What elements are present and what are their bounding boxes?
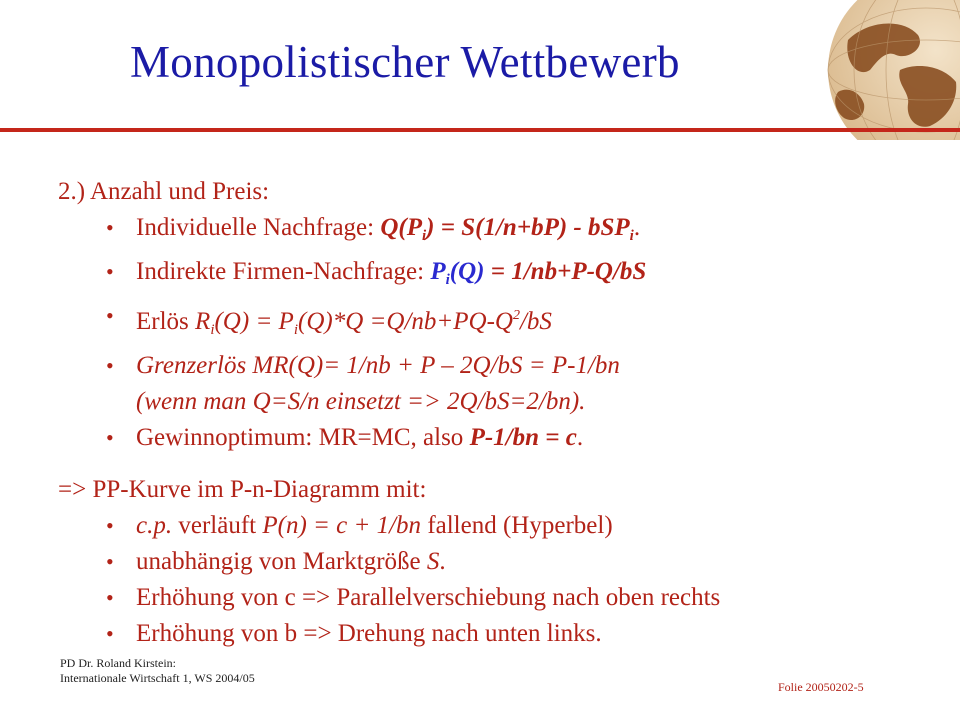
bullet-item: • unabhängig von Marktgröße S. bbox=[58, 544, 720, 580]
item-text: Erlös bbox=[136, 308, 196, 335]
bullet-item bbox=[58, 616, 720, 652]
bullet-item bbox=[58, 298, 720, 348]
item-text: Grenzerlös MR(Q)= 1/nb + P – 2Q/bS = P-1/bn bbox=[136, 352, 620, 379]
bullet-icon: • bbox=[106, 549, 114, 574]
item-text: Erhöhung von c => Parallelverschiebung nach oben rechts bbox=[136, 584, 721, 611]
bullet-item: • Individuelle Nachfrage: $Q(P_i) = S(1/n+bP) - bSP_i$. bbox=[58, 210, 720, 254]
item-text: unabhängig von Marktgröße bbox=[136, 548, 427, 575]
page-title: Monopolistischer Wettbewerb bbox=[130, 37, 680, 87]
item-text: Gewinnoptimum: MR=MC, also bbox=[136, 424, 470, 451]
course-name: Internationale Wirtschaft 1, WS 2004/05 bbox=[60, 671, 255, 685]
formula: $Q(P_i) = S(1/n+bP) - bSP_i$ bbox=[380, 214, 634, 244]
bullet-item: • c.p. verläuft P(n) = c + 1/bn fallend (Hyperbel) bbox=[58, 508, 720, 544]
section-heading: => PP-Kurve im P-n-Diagramm mit: bbox=[58, 476, 427, 503]
bullet-icon: • bbox=[106, 425, 114, 450]
bullet-icon: • bbox=[106, 513, 114, 538]
slide-body bbox=[58, 174, 720, 652]
bullet-item bbox=[58, 580, 720, 616]
section-heading: 2.) Anzahl und Preis: bbox=[58, 178, 270, 205]
bullet-icon: • bbox=[106, 585, 114, 610]
item-text: (wenn man Q=S/n einsetzt => 2Q/bS=2/bn). bbox=[136, 388, 586, 415]
item-text: Indirekte Firmen-Nachfrage: bbox=[136, 258, 431, 285]
item-text: Individuelle Nachfrage: bbox=[136, 214, 381, 241]
bullet-icon: • bbox=[106, 259, 114, 284]
bullet-icon: • bbox=[106, 621, 114, 646]
formula-highlight: $P_i(Q)$ bbox=[430, 258, 485, 288]
item-text: Erhöhung von b => Drehung nach unten links. bbox=[136, 620, 602, 647]
formula: P(n) = c + 1/bn bbox=[262, 512, 422, 539]
slide-number: Folie 20050202-5 bbox=[778, 680, 864, 694]
bullet-icon: • bbox=[106, 353, 114, 378]
bullet-item bbox=[58, 254, 720, 298]
formula: = 1/nb+P-Q/bS bbox=[484, 258, 647, 285]
globe-icon bbox=[808, 0, 960, 140]
item-text: c.p. bbox=[136, 512, 173, 539]
bullet-item: • Gewinnoptimum: MR=MC, also P-1/bn = c. bbox=[58, 420, 720, 456]
bullet-item bbox=[58, 348, 720, 384]
title-divider bbox=[0, 128, 960, 132]
continuation-line bbox=[58, 384, 720, 420]
bullet-icon: • bbox=[106, 215, 114, 240]
footer-author bbox=[60, 656, 255, 686]
formula: $R_i(Q) = P_i(Q)*Q =Q/nb+PQ-Q^2/bS$ bbox=[195, 308, 552, 338]
author-name: PD Dr. Roland Kirstein: bbox=[60, 656, 176, 670]
bullet-icon: • bbox=[106, 303, 114, 328]
formula: P-1/bn = c bbox=[469, 424, 577, 451]
